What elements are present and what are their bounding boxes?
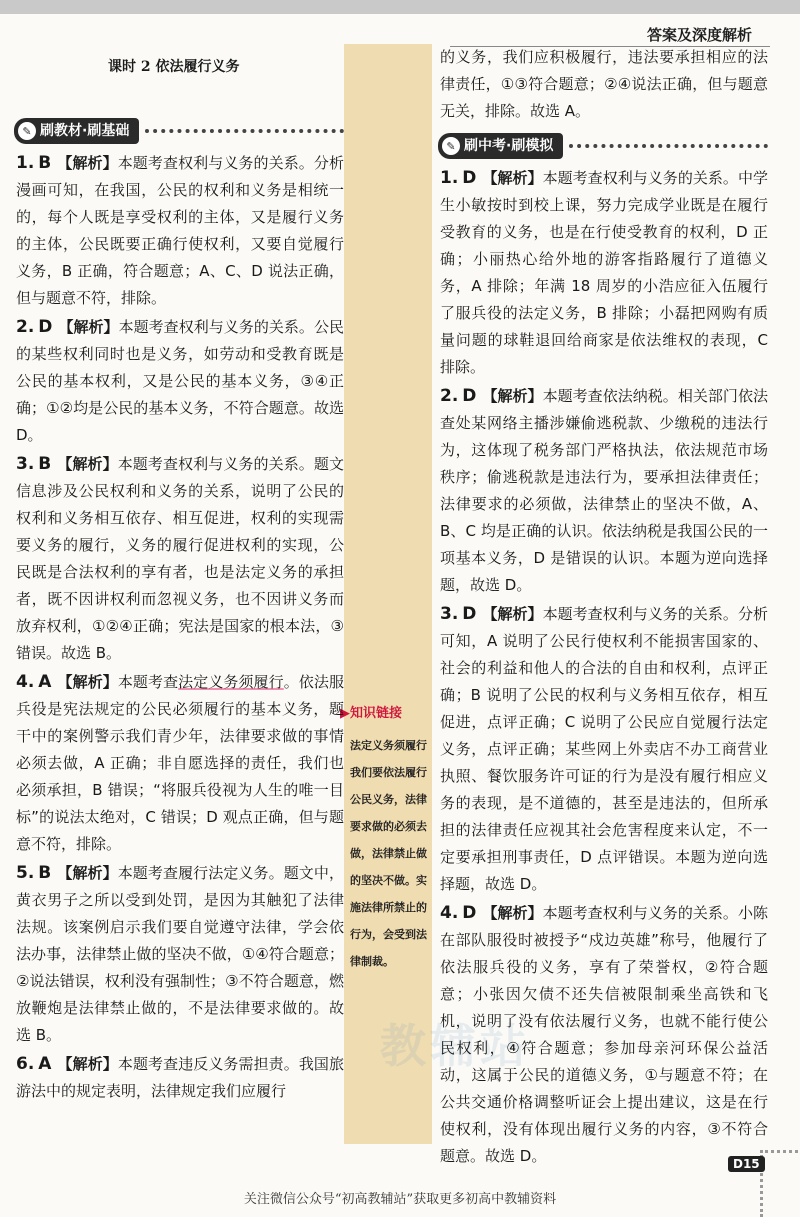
right-column [440,44,768,1172]
answer-letter: D [462,604,477,624]
answer-letter: B [38,863,52,883]
knowledge-sidebar [344,44,432,1144]
analysis-text: 本题考查依法纳税。相关部门依法查处某网络主播涉嫌偷逃税款、少缴税的违法行为，这体现了税务部门严格执法，依法规范市场秩序；偷逃税款是违法行为，要承担法律责任；法律要求的必须做，法律禁止的坚决不做，A、B、C 均是正确的认识。依法纳税是我国公民的一项基本义务，D 是错误的认识。本题为逆向选择题，故选 D。 [440,387,768,594]
question-number: 6. [16,1054,35,1074]
section-header-basic [14,116,344,146]
sidebar-text: 法定义务须履行 我们要依法履行公民义务，法律要求做的必须去做，法律禁止做的坚决不做。实施法律所禁止的行为，会受到法律制裁。 [350,739,427,968]
answer-letter: A [38,672,52,692]
question-number: 4. [440,903,459,923]
answer-item [440,383,768,599]
question-number: 3. [440,604,459,624]
answer-item [440,601,768,898]
answer-item [16,1051,344,1105]
left-column [16,112,344,1107]
analysis-text: 本题考查权利与义务的关系。公民的某些权利同时也是义务，如劳动和受教育既是公民的基本权利，又是公民的基本义务，③④正确；①②均是公民的基本义务，不符合题意。故选 D。 [16,318,344,444]
question-number: 1. [16,153,35,173]
question-number: 3. [16,454,35,474]
question-number: 5. [16,863,35,883]
answer-letter: B [38,153,52,173]
answer-item [16,150,344,312]
analysis-tag: 【解析】 [58,318,119,336]
answer-item [16,314,344,449]
question-number: 2. [440,386,459,406]
answer-item [440,900,768,1170]
analysis-text: 本题考查 [117,673,179,691]
sidebar-title: ▶知识链接 [340,706,402,721]
analysis-text: 本题考查权利与义务的关系。题文信息涉及公民权利和义务的关系，说明了公民的权利和义务相互依存、相互促进，权利的实现需要义务的履行，义务的履行促进权利的实现，公民既是合法权利的享有者，也是法定义务的承担者，既不因讲权利而忽视义务，也不因讲义务而放弃权利，①②④正确；宪法是国家的根本法，③错误。故选 B。 [16,455,344,662]
answer-item [440,165,768,381]
analysis-tag: 【解析】 [57,1055,118,1073]
analysis-tag: 【解析】 [57,673,118,691]
section-label: 刷中考·刷模拟 [464,137,554,154]
analysis-tag: 【解析】 [57,455,118,473]
lesson-title: 课时 2 依法履行义务 [108,59,240,75]
analysis-tag: 【解析】 [482,605,543,623]
continued-text: 的义务，我们应积极履行，违法要承担相应的法律责任，①③符合题意；②④说法正确，但与题意无关，排除。故选 A。 [440,48,768,120]
answer-letter: B [38,454,52,474]
book-icon: ✎ [442,137,460,155]
answer-letter: D [38,317,53,337]
watermark: 教辅站 [380,1019,530,1073]
answer-letter: D [462,168,477,188]
dotted-divider [145,129,344,133]
analysis-tag: 【解析】 [57,154,118,172]
analysis-tag: 【解析】 [482,387,543,405]
analysis-text: 本题考查违反义务需担责。我国旅游法中的规定表明，法律规定我们应履行 [16,1055,344,1100]
analysis-tag: 【解析】 [57,864,118,882]
analysis-tag: 【解析】 [482,169,543,187]
analysis-text: 本题考查权利与义务的关系。小陈在部队服役时被授予“戍边英雄”称号，他履行了依法服兵役的义务，享有了荣誉权，②符合题意；小张因欠债不还失信被限制乘坐高铁和飞机，说明了没有依法履行义务，也就不能行使公民权利，④符合题意；参加母亲河环保公益活动，这属于公民的道德义务，①与题意不符；在公共交通价格调整听证会上提出建议，这是在行使权利，没有体现出履行义务的内容，③不符合题意。故选 D。 [440,904,768,1165]
footer-note: 关注微信公众号“初高教辅站”获取更多初高中教辅资料 [243,1192,557,1207]
section-badge [14,118,139,144]
analysis-text: 本题考查权利与义务的关系。分析漫画可知，在我国，公民的权利和义务是相统一的，每个人既是享受权利的主体，又是履行义务的主体，公民既要正确行使权利，又要自觉履行义务，B 正确，符合题意；A、C、D 说法正确，但与题意不符，排除。 [16,154,344,307]
analysis-text: 。依法服兵役是宪法规定的公民必须履行的基本义务，题干中的案例警示我们青少年，法律要求做的事情必须去做，A 正确；非自愿选择的责任，我们也必须承担，B 错误；“将服兵役视为人生的唯一目标”的说法太绝对，C 错误；D 观点正确，但与题意不符，排除。 [16,673,344,853]
answer-item [16,451,344,667]
header-title: 答案及深度解析 [646,26,752,44]
analysis-tag: 【解析】 [482,904,543,922]
page-number: D15 [728,1156,765,1172]
section-header-mock [438,131,768,161]
question-number: 4. [16,672,35,692]
section-badge [438,133,563,159]
dotted-divider [569,144,768,148]
section-label: 刷教材·刷基础 [40,122,130,139]
analysis-text: 本题考查履行法定义务。题文中，黄衣男子之所以受到处罚，是因为其触犯了法律法规。该案例启示我们要自觉遵守法律，学会依法办事，法律禁止做的坚决不做，①④符合题意；②说法错误，权利没有强制性；③不符合题意，燃放鞭炮是法律禁止做的，不是法律要求做的。故选 B。 [16,864,344,1044]
answer-letter: A [38,1054,52,1074]
answer-letter: D [462,386,477,406]
question-number: 2. [16,317,35,337]
question-number: 1. [440,168,459,188]
analysis-text: 本题考查权利与义务的关系。分析可知，A 说明了公民行使权利不能损害国家的、社会的利益和他人的合法的自由和权利，点评正确；B 说明了公民的权利与义务相互依存，相互促进，点评正确；C 说明了公民应自觉履行法定义务，点评正确；某些网上外卖店不办工商营业执照、餐饮服务许可证的行为是没有履行相应义务的表现，是不道德的，甚至是违法的，但所承担的法律责任应视其社会危害程度来认定，不一定要承担刑事责任，D 点评错误。本题为逆向选择题，故选 D。 [440,605,768,893]
underlined-keyword: 法定义务须履行 [178,673,284,691]
answer-item [16,669,344,858]
book-icon: ✎ [18,122,36,140]
answer-item [16,860,344,1049]
top-bar [0,0,800,14]
analysis-text: 本题考查权利与义务的关系。中学生小敏按时到校上课，努力完成学业既是在履行受教育的义务，也是在行使受教育的权利，D 正确；小丽热心给外地的游客指路履行了道德义务，A 排除；年满 18 周岁的小浩应征入伍履行了服兵役的法定义务，B 排除；小磊把网购有质量问题的球鞋退回给商家是依法维权的表现，C 排除。 [440,169,768,376]
answer-letter: D [462,903,477,923]
